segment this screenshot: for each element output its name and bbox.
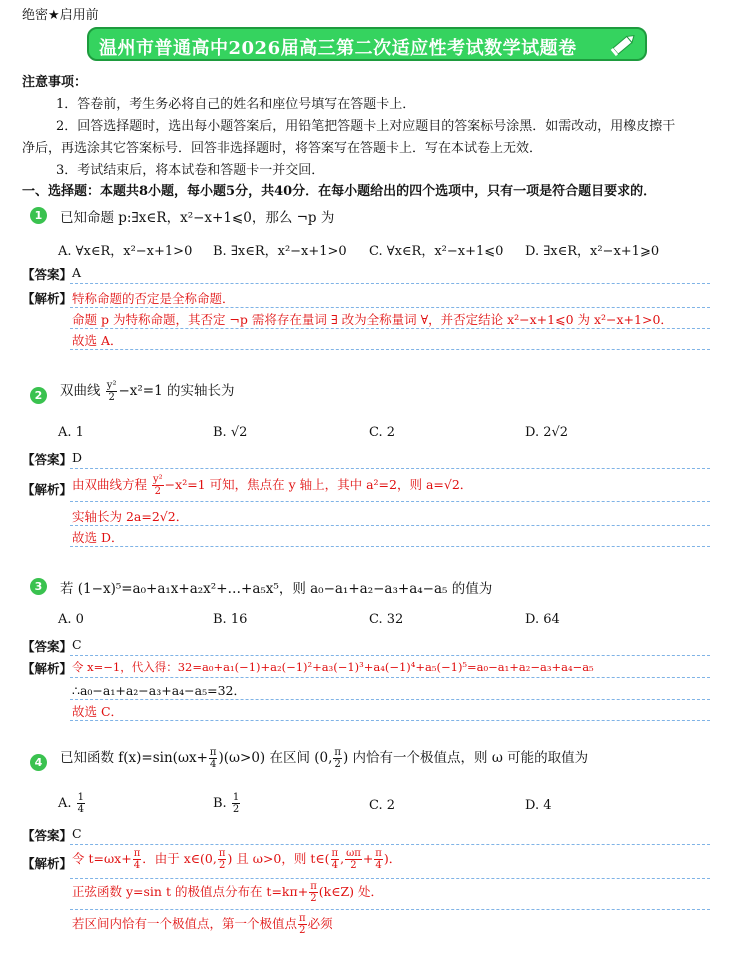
- fraction: $\frac{1}{2}$: [232, 792, 240, 815]
- q2-option-b: B. √2: [213, 425, 248, 440]
- divider: [70, 468, 710, 469]
- divider: [70, 655, 710, 656]
- q4-option-b: B. $\frac{1}{2}$: [213, 792, 240, 815]
- divider: [70, 328, 710, 329]
- divider: [70, 720, 710, 721]
- q3-analysis-label: 【解析】: [22, 661, 73, 676]
- q2-stem: [60, 379, 235, 403]
- fraction: $\frac{\pi}{2}$: [218, 848, 226, 871]
- question-number-4: 4: [30, 754, 47, 771]
- section-heading: 一、选择题：本题共8小题，每小题5分，共40分．在每小题给出的四个选项中，只有一项是符合题目要求的．: [22, 184, 657, 199]
- q4-analysis-1: 令 t=ωx+ $\frac{\pi}{4}$ ．由于 x∈(0, $\frac{\pi}{2}$ ) 且 ω>0，则 t∈( $\frac{\pi}{4}$ , $\frac{\omega\pi}{2}$ + $\frac{\pi}{4}$ )．: [72, 848, 402, 871]
- divider: [70, 677, 710, 678]
- q2-option-c: C. 2: [369, 425, 396, 440]
- fraction: $\frac{\pi}{4}$: [209, 747, 217, 770]
- q3-stem: 若 (1−x)⁵=a₀+a₁x+a₂x²+…+a₅x⁵，则 a₀−a₁+a₂−a₃+a₄−a₅ 的值为: [60, 581, 493, 597]
- q3-analysis-1: 令 x=−1，代入得：32=a₀+a₁(−1)+a₂(−1)²+a₃(−1)³+a₄(−1)⁴+a₅(−1)⁵=a₀−a₁+a₂−a₃+a₄−a₅: [72, 660, 594, 674]
- q1-answer-label: 【答案】: [22, 267, 73, 282]
- q4-option-a: A. $\frac{1}{4}$: [58, 792, 85, 815]
- q2-stem-text-2: −x²=1 的实轴长为: [118, 383, 235, 399]
- note-1: 1．答卷前，考生务必将自己的姓名和座位号填写在答题卡上．: [56, 97, 416, 112]
- q3-option-c: C. 32: [369, 612, 404, 627]
- divider: [70, 283, 710, 284]
- divider: [70, 699, 710, 700]
- notes-heading: 注意事项：: [22, 75, 88, 90]
- q2-analysis-1: [72, 474, 472, 497]
- fraction: $\frac{1}{4}$: [77, 792, 85, 815]
- fraction: $\frac{\pi}{2}$: [299, 913, 306, 936]
- q1-analysis-2: 命题 p 为特称命题，其否定 ¬p 需将存在量词 ∃ 改为全称量词 ∀，并否定结论 x²−x+1⩽0 为 x²−x+1>0．: [72, 312, 673, 327]
- question-number-1: 1: [30, 207, 47, 224]
- q2-analysis-3: 故选 D．: [72, 530, 124, 545]
- q2-option-d: D. 2√2: [525, 425, 569, 440]
- divider: [70, 525, 710, 526]
- q1-analysis-3: 故选 A．: [72, 333, 123, 348]
- q1-option-b: B. ∃x∈R，x²−x+1>0: [213, 244, 347, 259]
- q4-stem: [60, 746, 588, 770]
- q4-answer-label: 【答案】: [22, 828, 73, 843]
- fraction: $\frac{\text{y²}}{2}$: [106, 380, 117, 403]
- q2-answer: D: [72, 450, 83, 465]
- q1-option-c: C. ∀x∈R，x²−x+1⩽0: [369, 244, 504, 259]
- divider: [70, 546, 710, 547]
- q4-analysis-3: 若区间内恰有一个极值点，第一个极值点 $\frac{\pi}{2}$ 必须: [72, 913, 333, 936]
- q2-analysis-label: 【解析】: [22, 482, 73, 497]
- q4-stem-text: 已知函数 f(x)=sin(ωx+: [60, 750, 208, 766]
- divider: [70, 909, 710, 910]
- page-title: 温州市普通高中2026届高三第二次适应性考试数学试题卷: [99, 38, 577, 59]
- q1-option-d: D. ∃x∈R，x²−x+1⩾0: [525, 244, 660, 259]
- q2-answer-label: 【答案】: [22, 452, 73, 467]
- fraction: $\frac{\pi}{4}$: [133, 848, 141, 871]
- q4-analysis-label: 【解析】: [22, 856, 73, 871]
- title-banner: [87, 27, 647, 61]
- note-2-cont: 净后，再选涂其它答案标号．回答非选择题时，将答案写在答题卡上．写在本试卷上无效．: [22, 141, 543, 156]
- divider: [70, 307, 710, 308]
- fraction: $\frac{\pi}{4}$: [375, 848, 382, 871]
- q1-stem: 已知命题 p:∃x∈R，x²−x+1⩽0，那么 ¬p 为: [60, 210, 335, 226]
- q3-analysis-2: ∴a₀−a₁+a₂−a₃+a₄−a₅=32．: [72, 683, 246, 698]
- q1-analysis-label: 【解析】: [22, 291, 73, 306]
- fraction: $\frac{\pi}{4}$: [331, 848, 339, 871]
- question-number-2: 2: [30, 387, 47, 404]
- q4-option-c: C. 2: [369, 798, 396, 813]
- q4-analysis-2: 正弦函数 y=sin t 的极值点分布在 t=kπ+ $\frac{\pi}{2}$ (k∈Z) 处．: [72, 881, 384, 904]
- divider: [70, 844, 710, 845]
- fraction: $\frac{\omega\pi}{2}$: [346, 848, 361, 871]
- q1-answer: A: [72, 265, 82, 280]
- fraction: $\frac{\text{y²}}{2}$: [153, 474, 163, 497]
- divider: [70, 349, 710, 350]
- divider: [70, 501, 710, 502]
- q3-answer-label: 【答案】: [22, 639, 73, 654]
- note-2: 2．回答选择题时，选出每小题答案后，用铅笔把答题卡上对应题目的答案标号涂黑．如需改动，用橡皮擦干: [56, 119, 676, 134]
- q2-analysis-2: 实轴长为 2a=2√2．: [72, 509, 189, 524]
- q3-option-d: D. 64: [525, 612, 560, 627]
- q2-analysis-1-text: 由双曲线方程: [72, 477, 148, 492]
- q3-option-b: B. 16: [213, 612, 248, 627]
- note-3: 3．考试结束后，将本试卷和答题卡一并交回．: [56, 163, 325, 178]
- q2-analysis-1-text-2: −x²=1 可知，焦点在 y 轴上，其中 a²=2，则 a=√2．: [164, 477, 473, 492]
- q4-option-d: D. 4: [525, 798, 552, 813]
- secret-label: 绝密★启用前: [22, 8, 99, 23]
- q3-analysis-3: 故选 C．: [72, 704, 124, 719]
- q1-option-a: A. ∀x∈R，x²−x+1>0: [58, 244, 193, 259]
- q2-stem-text: 双曲线: [60, 383, 101, 399]
- question-number-3: 3: [30, 578, 47, 595]
- q3-option-a: A. 0: [58, 612, 84, 627]
- q3-answer: C: [72, 637, 82, 652]
- fraction: $\frac{\pi}{2}$: [334, 747, 341, 770]
- q4-answer: C: [72, 826, 82, 841]
- q2-option-a: A. 1: [58, 425, 84, 440]
- q4-stem-text-2: )(ω>0) 在区间 (0,: [218, 750, 333, 766]
- fraction: $\frac{\pi}{2}$: [310, 881, 317, 904]
- q1-analysis-1: 特称命题的否定是全称命题．: [72, 291, 235, 306]
- pencil-icon: [609, 31, 639, 57]
- q4-stem-text-3: ) 内恰有一个极值点，则 ω 可能的取值为: [343, 750, 589, 766]
- divider: [70, 878, 710, 879]
